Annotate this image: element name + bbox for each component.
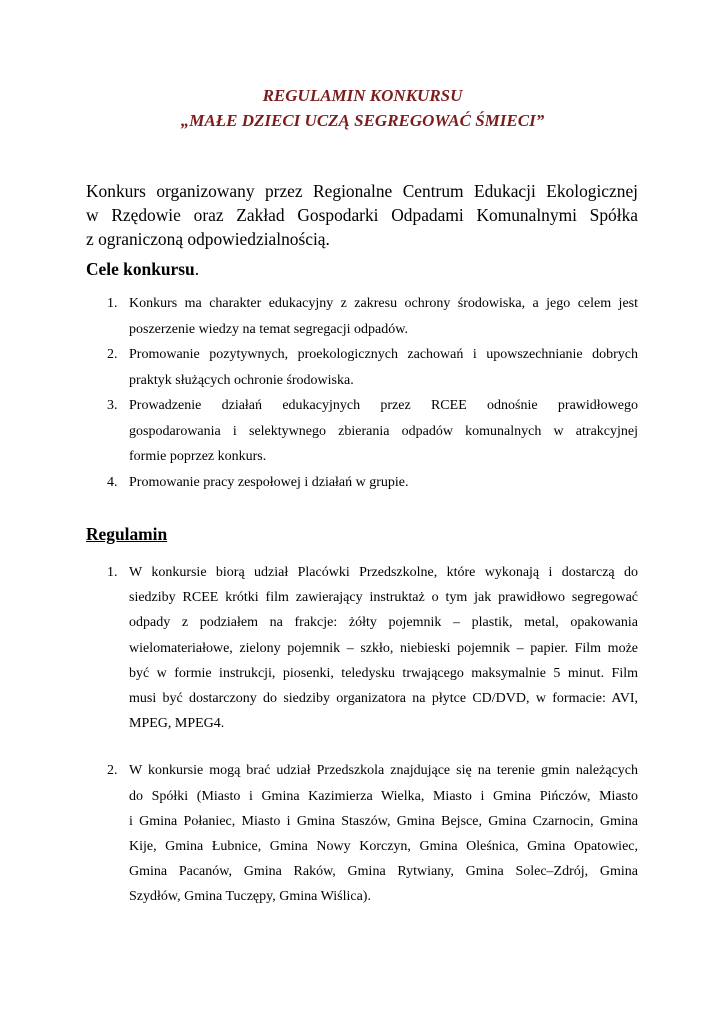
list-item-number: 2. (107, 763, 118, 779)
list-item-number: 1. (107, 565, 118, 580)
cele-heading-text: Cele konkursu (86, 259, 195, 279)
list-item-line: Kije, Gmina Łubnice, Gmina Nowy Korczyn, Gmina Oleśnica, Gmina Opatowiec, (129, 839, 638, 855)
document-title: REGULAMIN KONKURSU (262, 86, 463, 105)
list-item-number: 3. (107, 398, 118, 413)
list-item-line: W konkursie mogą brać udział Przedszkola znajdujące się na terenie gmin należących (129, 763, 638, 779)
list-item-line: gospodarowania i selektywnego zbierania odpadów komunalnych w atrakcyjnej (129, 423, 638, 439)
intro-line: w Rzędowie oraz Zakład Gospodarki Odpadami Komunalnymi Spółka (86, 205, 638, 225)
list-item-line: praktyk służących ochronie środowiska. (129, 372, 354, 388)
list-item-line: musi być dostarczony do siedziby organizatora na płytce CD/DVD, w formacie: AVI, (129, 691, 638, 707)
list-item-line: poszerzenie wiedzy na temat segregacji odpadów. (129, 321, 408, 337)
list-item-line: Konkurs ma charakter edukacyjny z zakresu ochrony środowiska, a jego celem jest (129, 296, 638, 311)
cele-heading-suffix: . (194, 259, 200, 279)
list-item-line: i Gmina Połaniec, Miasto i Gmina Staszów, Gmina Bejsce, Gmina Czarnocin, Gmina (129, 813, 638, 829)
list-item-line: być w formie instrukcji, piosenki, teledysku trwającego maksymalnie 5 minut. Film (129, 665, 638, 681)
list-item-line: MPEG, MPEG4. (129, 716, 225, 732)
intro-line: Konkurs organizowany przez Regionalne Centrum Edukacji Ekologicznej (86, 181, 638, 201)
list-item-number: 4. (107, 474, 118, 490)
regulamin-heading: Regulamin (86, 524, 168, 544)
list-item-line: Szydłów, Gmina Tuczępy, Gmina Wiślica). (129, 889, 371, 905)
intro-line: z ograniczoną odpowiedzialnością. (86, 229, 330, 249)
list-item-line: Gmina Pacanów, Gmina Raków, Gmina Rytwiany, Gmina Solec–Zdrój, Gmina (129, 864, 638, 880)
list-item (86, 470, 638, 496)
list-item-number: 1. (107, 296, 118, 311)
list-item-line: formie poprzez konkurs. (129, 449, 267, 464)
list-item (86, 291, 638, 342)
list-item (86, 342, 638, 393)
document-subtitle: „MAŁE DZIECI UCZĄ SEGREGOWAĆ ŚMIECI” (180, 111, 545, 130)
list-item-line: wielomateriałowe, zielony pojemnik – szkło, niebieski pojemnik – papier. Film może (129, 640, 638, 656)
regulamin-list (86, 560, 638, 910)
list-item-line: Promowanie pracy zespołowej i działań w grupie. (129, 474, 409, 490)
intro-paragraph (86, 179, 638, 251)
list-item-line: siedziby RCEE krótki film zawierający instruktaż o tym jak prawidłowo segregować (129, 590, 638, 606)
list-item-line: do Spółki (Miasto i Gmina Kazimierza Wielka, Miasto i Gmina Pińczów, Miasto (129, 788, 638, 804)
cele-heading (86, 259, 199, 280)
list-item-number: 2. (107, 347, 118, 362)
list-item (86, 560, 638, 736)
cele-list (86, 291, 638, 495)
list-item-line: Prowadzenie działań edukacyjnych przez RCEE odnośnie prawidłowego (129, 398, 638, 413)
list-item-line: odpady z podziałem na frakcje: żółty pojemnik – plastik, metal, opakowania (129, 615, 638, 631)
list-item (86, 758, 638, 909)
list-item (86, 393, 638, 470)
list-item-line: Promowanie pozytywnych, proekologicznych zachowań i upowszechnianie dobrych (129, 347, 638, 362)
list-item-line: W konkursie biorą udział Placówki Przedszkolne, które wykonają i dostarczą do (129, 565, 638, 580)
